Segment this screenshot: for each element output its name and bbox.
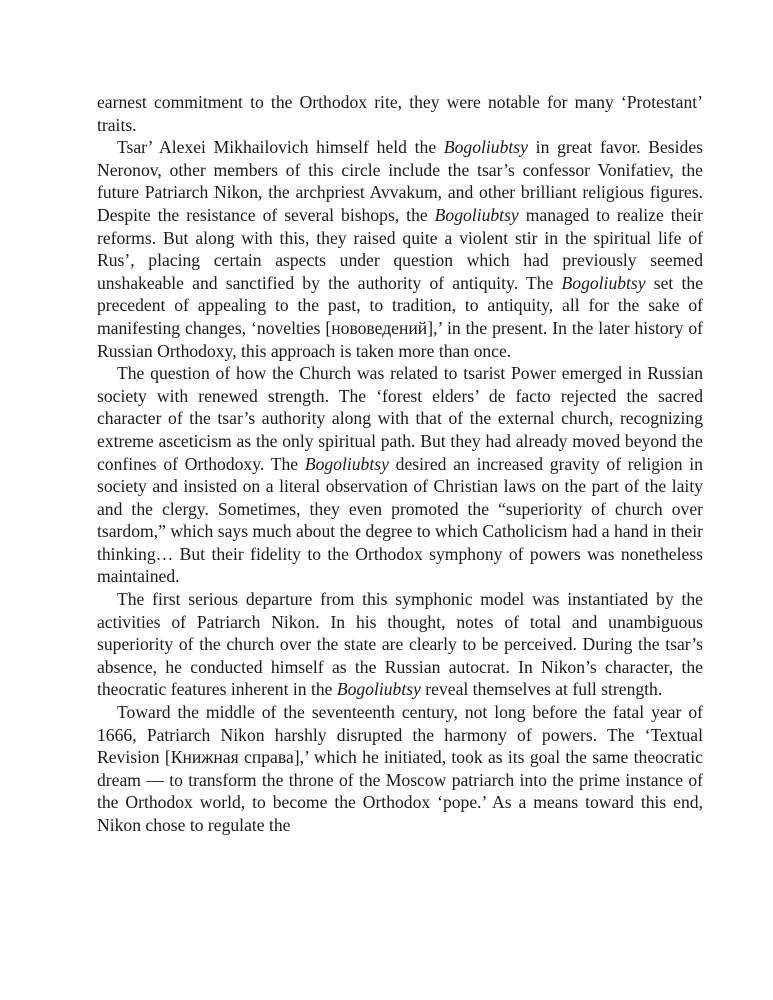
paragraph-2-italic-term-1: Bogoliubtsy [443,137,528,158]
paragraph-2-italic-term-3: Bogoliubtsy [561,272,646,293]
paragraph-4-text-1: The first serious departure from this symphonic model was instantiated by the activities of Patriarch Nikon. In his thought, notes of total and unambiguous superiority of the church over the state are clearly to be perceived. During the tsar’s absence, he conducted himself as the Russian autocrat. In Nikon’s character, the theocratic features inherent in the [97,589,703,700]
paragraph-2-italic-term-2: Bogoliubtsy [434,204,519,225]
paragraph-3-text-1: The question of how the Church was related to tsarist Power emerged in Russian society with renewed strength. The ‘forest elders’ de facto rejected the sacred character of the tsar’s authority along with that of the external church, recognizing extreme asceticism as the only spiritual path. But they had already moved beyond the confines of Orthodoxy. The [97,363,703,474]
paragraph-2-text-3: managed to realize their reforms. But along with this, they raised quite a violent stir in the spiritual life of Rus’, placing certain aspects under question which had previously seemed unshakeable and sanctified by the authority of antiquity. The [97,204,703,293]
paragraph-1-text-1: earnest commitment to the Orthodox rite, they were notable for many ‘Protestant’ traits. [97,92,703,135]
paragraph-2-text-4: set the precedent of appealing to the past, to tradition, to antiquity, all for the sake of manifesting changes, ‘novelties [нововедений],’ in the present. In the later history of Russian Orthodoxy, this approach is taken more than once. [97,272,704,361]
paragraph-5 [97,701,703,837]
paragraph-2-text-2: in great favor. Besides Neronov, other members of this circle include the tsar’s confessor Vonifatiev, the future Patriarch Nikon, the archpriest Avvakum, and other brilliant religious figures. Despite the resistance of several bishops, the [97,137,703,225]
page-body [97,91,703,837]
paragraph-2 [97,136,703,362]
paragraph-3 [97,362,703,588]
paragraph-1 [97,91,703,136]
paragraph-3-text-2: desired an increased gravity of religion in society and insisted on a literal observation of Christian laws on the part of the laity and the clergy. Sometimes, they even promoted the “superiority of church over tsardom,” which says much about the degree to which Catholicism had a hand in their thinking… But their fidelity to the Orthodox symphony of powers was nonetheless maintained. [97,453,703,587]
paragraph-4-italic-term-1: Bogoliubtsy [336,679,421,700]
paragraph-2-text-1: Tsar’ Alexei Mikhailovich himself held the [117,137,444,158]
paragraph-5-text-1: Toward the middle of the seventeenth century, not long before the fatal year of 1666, Patriarch Nikon harshly disrupted the harmony of powers. The ‘Textual Revision [Книжная справа],’ which he initiated, took as its goal the same theocratic dream — to transform the throne of the Moscow patriarch into the prime instance of the Orthodox world, to become the Orthodox ‘pope.’ As a means toward this end, Nikon chose to regulate the [97,702,703,835]
paragraph-4-text-2: reveal themselves at full strength. [420,679,663,700]
paragraph-3-italic-term-1: Bogoliubtsy [304,453,389,474]
paragraph-4 [97,588,703,701]
